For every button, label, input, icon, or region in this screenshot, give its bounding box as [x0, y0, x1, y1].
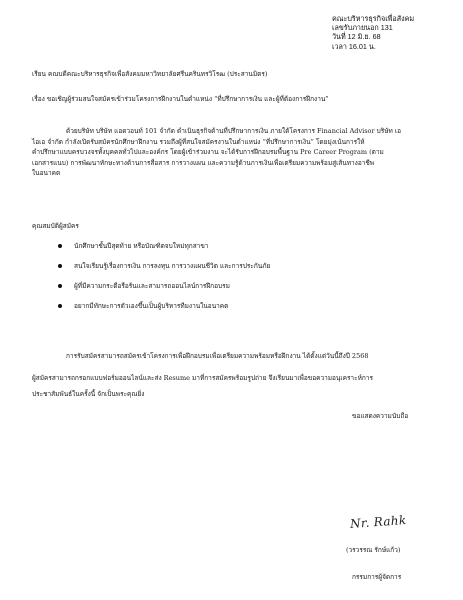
- signer-name: (วรวรรณ รักษ์แก้ว): [346, 546, 401, 554]
- body-line: ในอนาคต: [32, 169, 61, 177]
- body-line: ไอเอ จำกัด กำลังเปิดรับสมัครนักศึกษาฝึกงาน รวมถึงผู้ที่สนใจสมัครงานในตำแหน่ง “ที่ปรึกษาการเงิน” โดยมุ่งเน้นการให้: [32, 137, 365, 146]
- qualification-text: นักศึกษาชั้นปีสุดท้าย หรือบัณฑิตจบใหม่ทุกสาขา: [74, 242, 209, 250]
- bullet-icon: [58, 284, 62, 288]
- body-line: เอกสารแนบ) การพัฒนาทักษะทางด้านการสื่อสาร การวางแผน และความรู้ด้านการเงินเพื่อเตรียมความพร้อมสู่เส้นทางอาชีพ: [32, 158, 375, 167]
- qualifications-list: [56, 242, 270, 322]
- application-deadline: การรับสมัครสามารถสมัครเข้าโครงการเพื่อฝึกอบรมเพื่อเตรียมความพร้อมหรือฝึกงาน ได้ตั้งแต่วันนี้ถึงปี 2568: [66, 352, 369, 360]
- letter-subject: เรื่อง ขอเชิญผู้ร่วมสนใจสมัครเข้าร่วมโครงการฝึกงานในตำแหน่ง “ที่ปรึกษาการเงิน และผู้ที่ต้องการฝึกงาน”: [32, 95, 329, 103]
- signature: Nr. Rahk: [349, 513, 407, 531]
- bullet-icon: [58, 304, 62, 308]
- bullet-icon: [58, 264, 62, 268]
- closing-phrase: ขอแสดงความนับถือ: [352, 412, 409, 420]
- letter-body: [32, 126, 401, 179]
- receipt-stamp: [332, 14, 414, 51]
- application-instructions: [32, 373, 373, 399]
- qualifications-heading: คุณสมบัติผู้สมัคร: [32, 222, 79, 230]
- body-line: คำปรึกษาแบบครบวงจรทั้งบุคคลทั่วไปและองค์กร โดยผู้เข้าร่วมงาน จะได้รับการฝึกอบรมพื้นฐาน Pre Career Program (ตาม: [32, 148, 384, 156]
- stamp-time: เวลา 16.01 น.: [332, 41, 376, 51]
- qualification-text: อยากมีทักษะการตัวเองขึ้นเป็นผู้บริหารทีมงานในอนาคต: [74, 302, 229, 310]
- stamp-date: วันที่ 12 มิ.ย. 68: [332, 32, 381, 42]
- stamp-org: คณะบริหารธุรกิจเพื่อสังคม: [332, 14, 415, 23]
- bullet-icon: [58, 244, 62, 248]
- list-item: [56, 302, 270, 322]
- stamp-received-no: เลขรับภายนอก 131: [332, 23, 393, 33]
- qualification-text: สนใจเรียนรู้เรื่องการเงิน การลงทุน การวางแผนชีวิต และการประกันภัย: [74, 262, 271, 270]
- signer-title: กรรมการผู้จัดการ: [352, 573, 402, 581]
- list-item: [56, 242, 270, 262]
- letter-recipient: เรียน คณบดีคณะบริหารธุรกิจเพื่อสังคมมหาวิทยาลัยศรีนครินทรวิโรฒ (ประสานมิตร): [32, 70, 268, 78]
- qualification-text: ผู้ที่มีความกระตือรือร้นและสามารถออนไลน์การฝึกอบรม: [74, 282, 230, 290]
- instruction-line: ประชาสัมพันธ์ในครั้งนี้ จักเป็นพระคุณยิ่ง: [32, 389, 145, 398]
- list-item: [56, 262, 270, 282]
- body-line: ด้วยบริษัท บริษัท แอดวอนท์ 101 จำกัด ดำเนินธุรกิจด้านที่ปรึกษาการเงิน ภายใต้โครงการ Financial Advisor บริษัท เอ: [66, 127, 402, 135]
- instruction-line: ผู้สมัครสามารถกรอกแบบฟอร์มออนไลน์และส่ง Resume มาที่การสมัครพร้อมรูปถ่าย จึงเรียนมาเพื่อขอความอนุเคราะห์การ: [32, 374, 373, 382]
- list-item: [56, 282, 270, 302]
